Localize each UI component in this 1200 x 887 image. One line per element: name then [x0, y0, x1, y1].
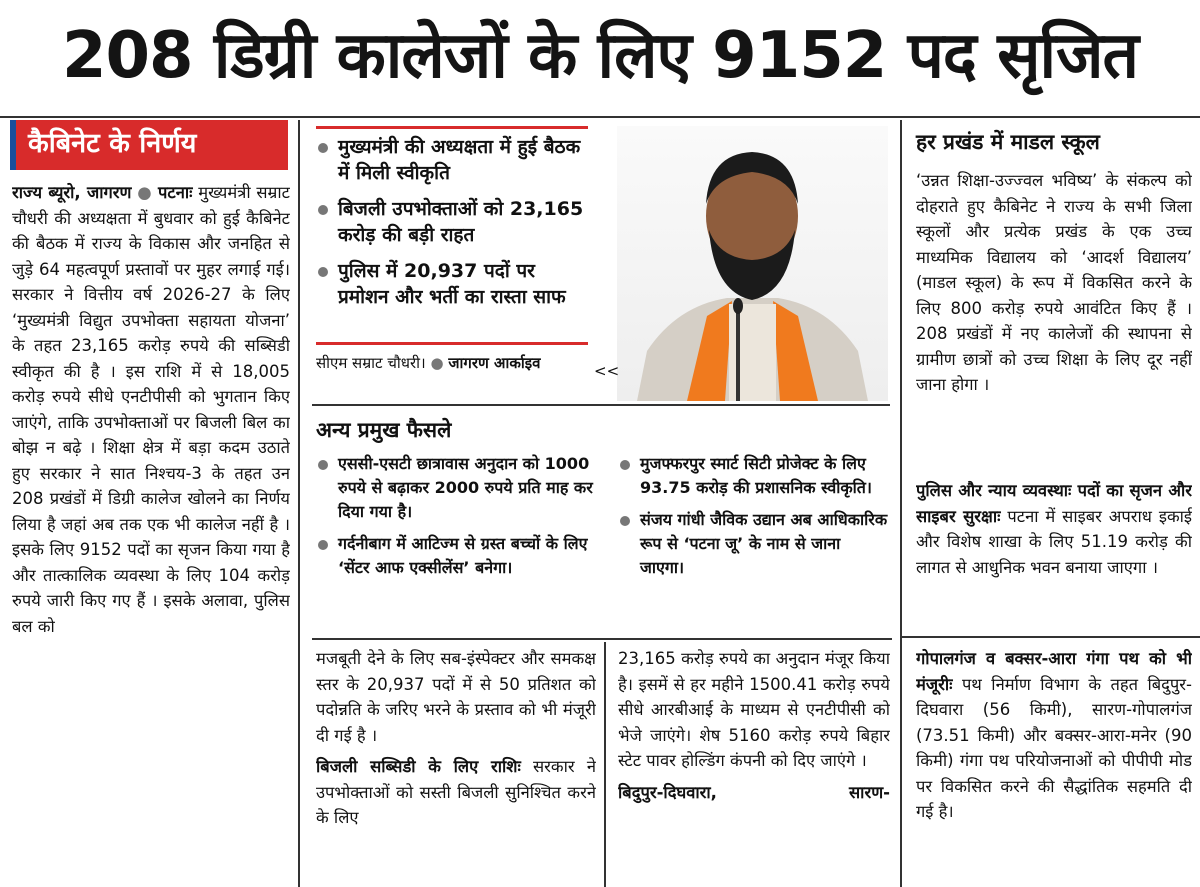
- column-4-article: [916, 646, 1192, 884]
- road-lead-left: बिदुपुर-दिघवारा,: [618, 782, 717, 802]
- portrait-illustration: [617, 126, 888, 401]
- decisions-rule-top: [312, 404, 890, 406]
- column-2-text: मजबूती देने के लिए सब-इंस्पेक्टर और समकक्ष स्तर के 20,937 पदों में से 50 प्रतिशत को पदोन्नति के जरिए भरने के प्रस्ताव को भी मंजूरी दी गई है ।: [316, 649, 596, 745]
- decision-item: एससी-एसटी छात्रावास अनुदान को 1000 रुपये से बढ़ाकर 2000 रुपये प्रति माह कर दिया गया है।: [316, 452, 596, 524]
- decisions-rule-bottom: [312, 638, 892, 640]
- model-school-text: ‘उन्नत शिक्षा-उज्ज्वल भविष्य’ के संकल्प को दोहराते हुए कैबिनेट ने राज्य के सभी जिला स्कूलों और प्रत्येक प्रखंड के एक उच्च माध्यमिक विद्यालय को ‘आदर्श विद्यालय’ (माडल स्कूल) के रूप में विकसित करने के लिए 800 करोड़ रुपये आवंटित किए हैं । 208 प्रखंडों में नए कालेजों की स्थापना से ग्रामीण छात्रों को उच्च शिक्षा के लिए दूर नहीं जाना होगा ।: [916, 171, 1192, 394]
- highlight-item: बिजली उपभोक्ताओं को 23,165 करोड़ की बड़ी राहत: [316, 196, 588, 248]
- place: पटनाः: [158, 183, 193, 202]
- decisions-list-right: [618, 452, 888, 588]
- column-1-text: मुख्यमंत्री सम्राट चौधरी की अध्यक्षता में बुधवार को हुई कैबिनेट की बैठक में राज्य के विकास और जनहित से जुड़े 64 महत्वपूर्ण प्रस्तावों पर मुहर लगाई गई। सरकार ने वित्तीय वर्ष 2026-27 के लिए ‘मुख्यमंत्री विद्युत उपभोक्ता सहायता योजना’ के तहत 23,165 करोड़ रुपये की सब्सिडी स्वीकृत की है । इस राशि में से 18,005 करोड़ रुपये सीधे एनटीपीसी को भुगतान किए जाएंगे, ताकि उपभोक्ताओं पर बिजली बिल का बोझ न बढ़े । शिक्षा क्षेत्र में बड़ा कदम उठाते हुए सरकार ने सात निश्चय-3 के तहत उन 208 प्रखंडों में डिग्री कालेज खोलने का निर्णय लिया है जहां अब तक एक भी कालेज नहीं है । इसके लिए 9152 पदों का सृजन किया गया है और तात्कालिक व्यवस्था के लिए 104 करोड़ रुपये जारी किए गए हैं । इसके अलावा, पुलिस बल को: [12, 183, 290, 636]
- subsidy-lead: बिजली सब्सिडी के लिए राशिः: [316, 757, 521, 776]
- road-lead-right: सारण-: [849, 782, 890, 802]
- column-divider-1: [298, 120, 300, 887]
- ganga-path-lead: गोपालगंज व बक्सर-आरा गंगा पथ को भी मंजूरीः: [916, 649, 1192, 694]
- caption-name: सीएम सम्राट चौधरी।: [316, 354, 426, 372]
- decisions-title: अन्य प्रमुख फैसले: [316, 418, 452, 442]
- photo-caption: [316, 352, 596, 374]
- model-school-title: हर प्रखंड में माडल स्कूल: [916, 130, 1100, 154]
- caption-bullet: ●: [430, 354, 449, 372]
- highlight-item: पुलिस में 20,937 पदों पर प्रमोशन और भर्ती का रास्ता साफ: [316, 258, 588, 310]
- decisions-list-left: [316, 452, 596, 588]
- photo-cm: [617, 126, 888, 401]
- caption-arrow: <<: [594, 362, 620, 380]
- column-4-rule: [902, 636, 1200, 638]
- column-2-subsection: [316, 754, 596, 831]
- column-3-subhead: [618, 780, 890, 806]
- column-1-article: [12, 180, 290, 880]
- highlights-rule-bottom: [316, 342, 588, 345]
- police-lead: पुलिस और न्याय व्यवस्थाः पदों का सृजन और साइबर सुरक्षाः: [916, 481, 1192, 526]
- police-section: [916, 478, 1192, 628]
- highlights-rule-top: [316, 126, 588, 129]
- ganga-path-text: पथ निर्माण विभाग के तहत बिदुपुर-दिघवारा (56 किमी), सारण-गोपालगंज (73.51 किमी) और बक्सर-आरा-मनेर (90 किमी) गंगा पथ परियोजनाओं को पीपीपी मोड पर विकसित करने की सैद्धांतिक सहमति दी गई है।: [916, 674, 1192, 821]
- decision-item: संजय गांधी जैविक उद्यान अब आधिकारिक रूप से ‘पटना जू’ के नाम से जाना जाएगा।: [618, 508, 888, 580]
- police-text: पटना में साइबर अपराध इकाई और विशेष शाखा के लिए 51.19 करोड़ की लागत से आधुनिक भवन बनाया जाएगा ।: [916, 506, 1192, 577]
- column-3-text: 23,165 करोड़ रुपये का अनुदान मंजूर किया है। इसमें से हर महीने 1500.41 करोड़ रुपये सीधे आरबीआई के माध्यम से एनटीपीसी को भेजे जाएंगे। शेष 5160 करोड़ रुपये बिहार स्टेट पावर होल्डिंग कंपनी को दिए जाएंगे ।: [618, 649, 890, 770]
- decision-item: गर्दनीबाग में आटिज्म से ग्रस्त बच्चों के लिए ‘सेंटर आफ एक्सीलेंस’ बनेगा।: [316, 532, 596, 580]
- highlight-item: मुख्यमंत्री की अध्यक्षता में हुई बैठक में मिली स्वीकृति: [316, 134, 588, 186]
- dateline: राज्य ब्यूरो, जागरण: [12, 183, 132, 202]
- dateline-bullet: ●: [137, 183, 159, 202]
- column-3-article: [618, 646, 890, 884]
- headline-rule: [0, 116, 1200, 118]
- section-banner: कैबिनेट के निर्णय: [10, 120, 288, 170]
- decision-item: मुजफ्फरपुर स्मार्ट सिटी प्रोजेक्ट के लिए 93.75 करोड़ की प्रशासनिक स्वीकृति।: [618, 452, 888, 500]
- subsidy-text: सरकार ने उपभोक्ताओं को सस्ती बिजली सुनिश्चित करने के लिए: [316, 757, 596, 827]
- column-divider-3: [900, 120, 902, 887]
- column-divider-2: [604, 642, 606, 887]
- column-2-article: [316, 646, 596, 884]
- caption-credit: जागरण आर्काइव: [448, 354, 541, 372]
- headline: 208 डिग्री कालेजों के लिए 9152 पद सृजित: [61, 19, 1138, 93]
- highlights-list: [316, 134, 588, 320]
